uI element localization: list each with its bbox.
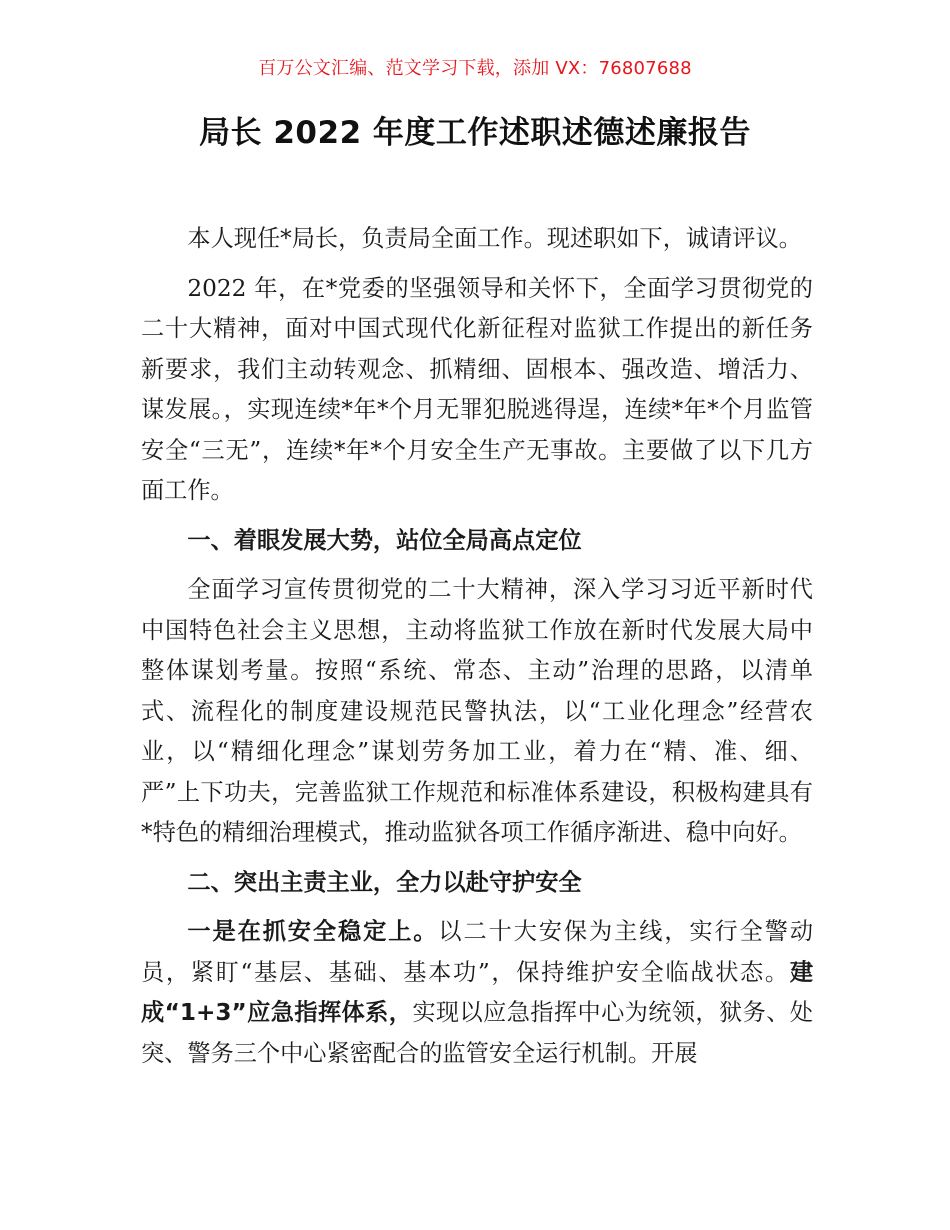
- document-body: [141, 219, 813, 1083]
- section-1-paragraph: 全面学习宣传贯彻党的二十大精神，深入学习习近平新时代中国特色社会主义思想，主动将监狱工作放在新时代发展大局中整体谋划考量。按照“系统、常态、主动”治理的思路，以清单式、流程化的制度建设规范民警执法，以“工业化理念”经营农业，以“精细化理念”谋划劳务加工业，着力在“精、准、细、严”上下功夫，完善监狱工作规范和标准体系建设，积极构建具有*特色的精细治理模式，推动监狱各项工作循序渐进、稳中向好。: [141, 576, 813, 846]
- section-2-paragraph: [141, 912, 813, 1074]
- document-title: 局长 2022 年度工作述职述德述廉报告: [199, 115, 751, 151]
- section-2-text-1: 以二十大安保为主线，实行全警动员，紧盯“基层、基础、基本功”，保持维护安全临战状态。: [141, 918, 814, 986]
- section-2-bold-2: 建成“1+3”应急指挥体系，: [141, 958, 813, 1026]
- promo-banner: 百万公文汇编、范文学习下载，添加 VX：76807688: [258, 58, 692, 79]
- intro-paragraph: 本人现任*局长，负责局全面工作。现述职如下，诚请评议。: [187, 225, 802, 252]
- section-2-lead-bold: 一是在抓安全稳定上。: [187, 918, 439, 945]
- section-heading-1: 一、着眼发展大势，站位全局高点定位: [187, 526, 582, 554]
- section-heading-2: 二、突出主责主业，全力以赴守护安全: [187, 868, 582, 896]
- section-2-text-2: 实现以应急指挥中心为统领，狱务、处突、警务三个中心紧密配合的监管安全运行机制。开展: [141, 999, 813, 1067]
- summary-paragraph: 2022 年，在*党委的坚强领导和关怀下，全面学习贯彻党的二十大精神，面对中国式现代化新征程对监狱工作提出的新任务新要求，我们主动转观念、抓精细、固根本、强改造、增活力、谋发展。，实现连续*年*个月无罪犯脱逃得逞，连续*年*个月监管安全“三无”，连续*年*个月安全生产无事故。主要做了以下几方面工作。: [141, 274, 813, 504]
